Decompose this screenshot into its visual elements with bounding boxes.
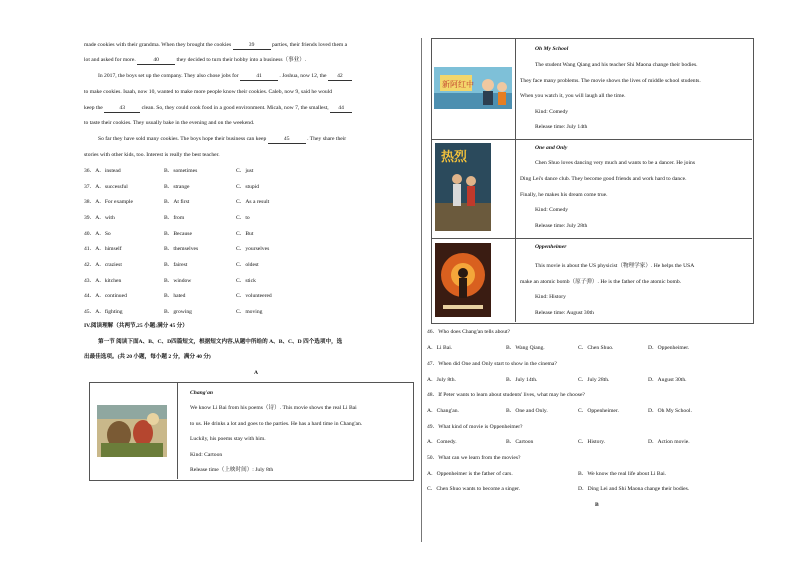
- option-36-b: B．sometimes: [164, 168, 198, 174]
- option-39-a: 39．A．with: [84, 215, 115, 221]
- cloze-line-2: lot and asked for more. 40 they decided to turn their hobby into a business（事业）.: [84, 57, 307, 63]
- blank-44: 44: [330, 105, 352, 113]
- option-43-c: C．stick: [236, 278, 256, 284]
- option-41-a: 41．A．himself: [84, 246, 122, 252]
- cloze-line-1: made cookies with their grandma. When they brought the cookies 39 parties, their friends loved them a: [84, 42, 348, 48]
- question-48-a: A．Chang'an.: [427, 408, 459, 414]
- question-48-b: B．One and Only.: [506, 408, 548, 414]
- cloze-line-6: to taste their cookies. They usually bake in the evening and on the weekend.: [84, 120, 255, 126]
- part1-instruction-1: 第一节 阅读下面A、B、C、D四篇短文，根据短文内容,从题中所给的 A、B、C、D 四个选项中，选: [98, 339, 343, 345]
- question-49-c: C．History.: [578, 439, 606, 445]
- question-49-d: D．Action movie.: [648, 439, 690, 445]
- option-36-c: C．just: [236, 168, 254, 174]
- passage-a-label: A: [254, 370, 259, 376]
- oppenheimer-release: Release time: August 30th: [535, 310, 594, 316]
- question-46-c: C．Chen Shuo.: [578, 345, 614, 351]
- oh-my-school-poster-image: [434, 67, 512, 109]
- one-and-only-title: One and Only: [535, 145, 568, 151]
- option-45-b: B．growing: [164, 309, 192, 315]
- option-45-c: C．moving: [236, 309, 263, 315]
- cloze-line-8: stories with other kids, too. Interest is really the best teacher.: [84, 152, 220, 158]
- option-45-a: 45．A．fighting: [84, 309, 123, 315]
- question-49-a: A．Comedy.: [427, 439, 457, 445]
- passage-b-label: B: [595, 502, 599, 508]
- option-42-b: B．fairest: [164, 262, 188, 268]
- one-and-only-desc-1: Chen Shuo loves dancing very much and wants to be a dancer. He joins: [535, 160, 696, 166]
- option-38-c: C．As a result: [236, 199, 270, 205]
- option-43-a: 43．A．kitchen: [84, 278, 122, 284]
- oppenheimer-desc-1: This movie is about the US physicist（物理学家）. He helps the USA: [535, 263, 695, 269]
- question-46-a: A．Li Bai.: [427, 345, 453, 351]
- question-50-a: A．Oppenheimer is the father of cars.: [427, 471, 513, 477]
- question-48: 48．If Peter wants to learn about students' lives, what may he choose?: [427, 392, 585, 398]
- question-46-d: D．Oppenheimer.: [648, 345, 690, 351]
- option-40-a: 40．A．So: [84, 231, 111, 237]
- option-41-c: C．yourselves: [236, 246, 270, 252]
- oh-my-school-release: Release time: July 14th: [535, 124, 588, 130]
- question-47-c: C．July 28th.: [578, 377, 610, 383]
- one-and-only-desc-3: Finally, he makes his dream come true.: [520, 192, 608, 198]
- cloze-line-4: to make cookies. Isaah, now 10, wanted to make more people know their cookies. Caleb, now 9, said he would: [84, 89, 333, 95]
- changan-kind: Kind: Cartoon: [190, 452, 223, 458]
- option-42-a: 42．A．craziest: [84, 262, 122, 268]
- option-40-c: C．But: [236, 231, 254, 237]
- movies-row-divider-2: [431, 238, 752, 239]
- question-49-b: B．Cartoon: [506, 439, 534, 445]
- part1-instruction-2: 出最佳选项。(共 20 小题，每小题 2 分，满分 40 分): [84, 354, 211, 360]
- one-and-only-release: Release time: July 28th: [535, 223, 588, 229]
- option-38-b: B．At first: [164, 199, 190, 205]
- changan-divider: [177, 382, 178, 479]
- one-and-only-poster-image: [435, 143, 491, 231]
- oh-my-school-poster-text: 新阿红中: [442, 80, 474, 89]
- oh-my-school-desc-2: They face many problems. The movie shows the lives of middle school students.: [520, 78, 701, 84]
- question-50-d: D．Ding Lei and Shi Maona change their bodies.: [578, 486, 690, 492]
- question-46: 46．Who does Chang'an tells about?: [427, 329, 511, 335]
- option-43-b: B．window: [164, 278, 192, 284]
- changan-title: Chang'an: [190, 390, 214, 396]
- blank-45: 45: [268, 136, 306, 144]
- changan-desc-1: We know Li Bai from his poems（诗）. This movie shows the real Li Bai: [190, 405, 357, 411]
- option-37-c: C．stupid: [236, 184, 260, 190]
- movies-row-divider-1: [431, 139, 752, 140]
- oppenheimer-title: Oppenheimer: [535, 244, 567, 250]
- oh-my-school-kind: Kind: Comedy: [535, 109, 569, 115]
- question-48-c: C．Oppenheimer.: [578, 408, 619, 414]
- option-37-a: 37．A．successful: [84, 184, 128, 190]
- oppenheimer-desc-2: make an atomic bomb（原子弹）. He is the father of the atomic bomb.: [520, 279, 682, 285]
- one-and-only-poster-text: 热烈: [441, 150, 468, 165]
- question-47-d: D．August 30th.: [648, 377, 687, 383]
- option-44-b: B．hated: [164, 293, 186, 299]
- question-50-b: B．We know the real life about Li Bai.: [578, 471, 667, 477]
- section-heading: IV.阅读理解（共两节,25 小题;满分 45 分）: [84, 323, 188, 329]
- blank-41: 41: [240, 73, 278, 81]
- option-44-c: C．volunteered: [236, 293, 272, 299]
- one-and-only-desc-2: Ding Lei's dance club. They become good friends and work hard to dance.: [520, 176, 687, 182]
- option-41-b: B．themselves: [164, 246, 199, 252]
- changan-release: Release time（上映时间）: July 8th: [190, 467, 274, 473]
- question-50-c: C．Chen Shuo wants to become a singer.: [427, 486, 521, 492]
- oppenheimer-poster-image: [435, 243, 491, 317]
- changan-poster-image: [97, 405, 167, 457]
- option-38-a: 38．A．For example: [84, 199, 133, 205]
- option-44-a: 44．A．continued: [84, 293, 127, 299]
- changan-desc-3: Luckily, his poems stay with him.: [190, 436, 266, 442]
- blank-40: 40: [137, 57, 175, 65]
- oh-my-school-desc-3: When you watch it, you will laugh all the time.: [520, 93, 626, 99]
- option-42-c: C．oldest: [236, 262, 259, 268]
- option-40-b: B．Because: [164, 231, 192, 237]
- question-47-a: A．July 8th.: [427, 377, 456, 383]
- cloze-line-3: In 2017, the boys set up the company. They also chose jobs for 41 . Joshua, now 12, the 42: [98, 73, 352, 81]
- blank-39: 39: [233, 42, 271, 50]
- one-and-only-kind: Kind: Comedy: [535, 207, 569, 213]
- option-39-b: B．from: [164, 215, 185, 221]
- question-47-b: B．July 14th.: [506, 377, 538, 383]
- option-36-a: 36．A．instead: [84, 168, 121, 174]
- question-49: 49．What kind of movie is Oppenheimer?: [427, 424, 523, 430]
- cloze-line-7: So far they have sold many cookies. The boys hope their business can keep 45 . They share their: [98, 136, 347, 142]
- option-39-c: C．to: [236, 215, 250, 221]
- blank-43: 43: [104, 105, 140, 113]
- oppenheimer-kind: Kind: History: [535, 294, 566, 300]
- option-37-b: B．strange: [164, 184, 190, 190]
- oh-my-school-title: Oh My School: [535, 46, 569, 52]
- oh-my-school-desc-1: The student Wang Qiang and his teacher Shi Maona change their bodies.: [535, 62, 698, 68]
- changan-desc-2: to us. He drinks a lot and goes to the parties. He has a hard time in Chang'an.: [190, 421, 363, 427]
- question-47: 47．When did One and Only start to show in the cinema?: [427, 361, 557, 367]
- question-48-d: D．Oh My School.: [648, 408, 692, 414]
- question-50: 50．What can we learn from the movies?: [427, 455, 521, 461]
- movies-col-divider: [515, 38, 516, 322]
- blank-42: 42: [328, 73, 352, 81]
- column-divider: [421, 38, 422, 542]
- cloze-line-5: keep the 43 clean. So, they could cook food in a good environment. Micah, now 7, the smallest, 44: [84, 105, 352, 113]
- question-46-b: B．Wang Qiang.: [506, 345, 545, 351]
